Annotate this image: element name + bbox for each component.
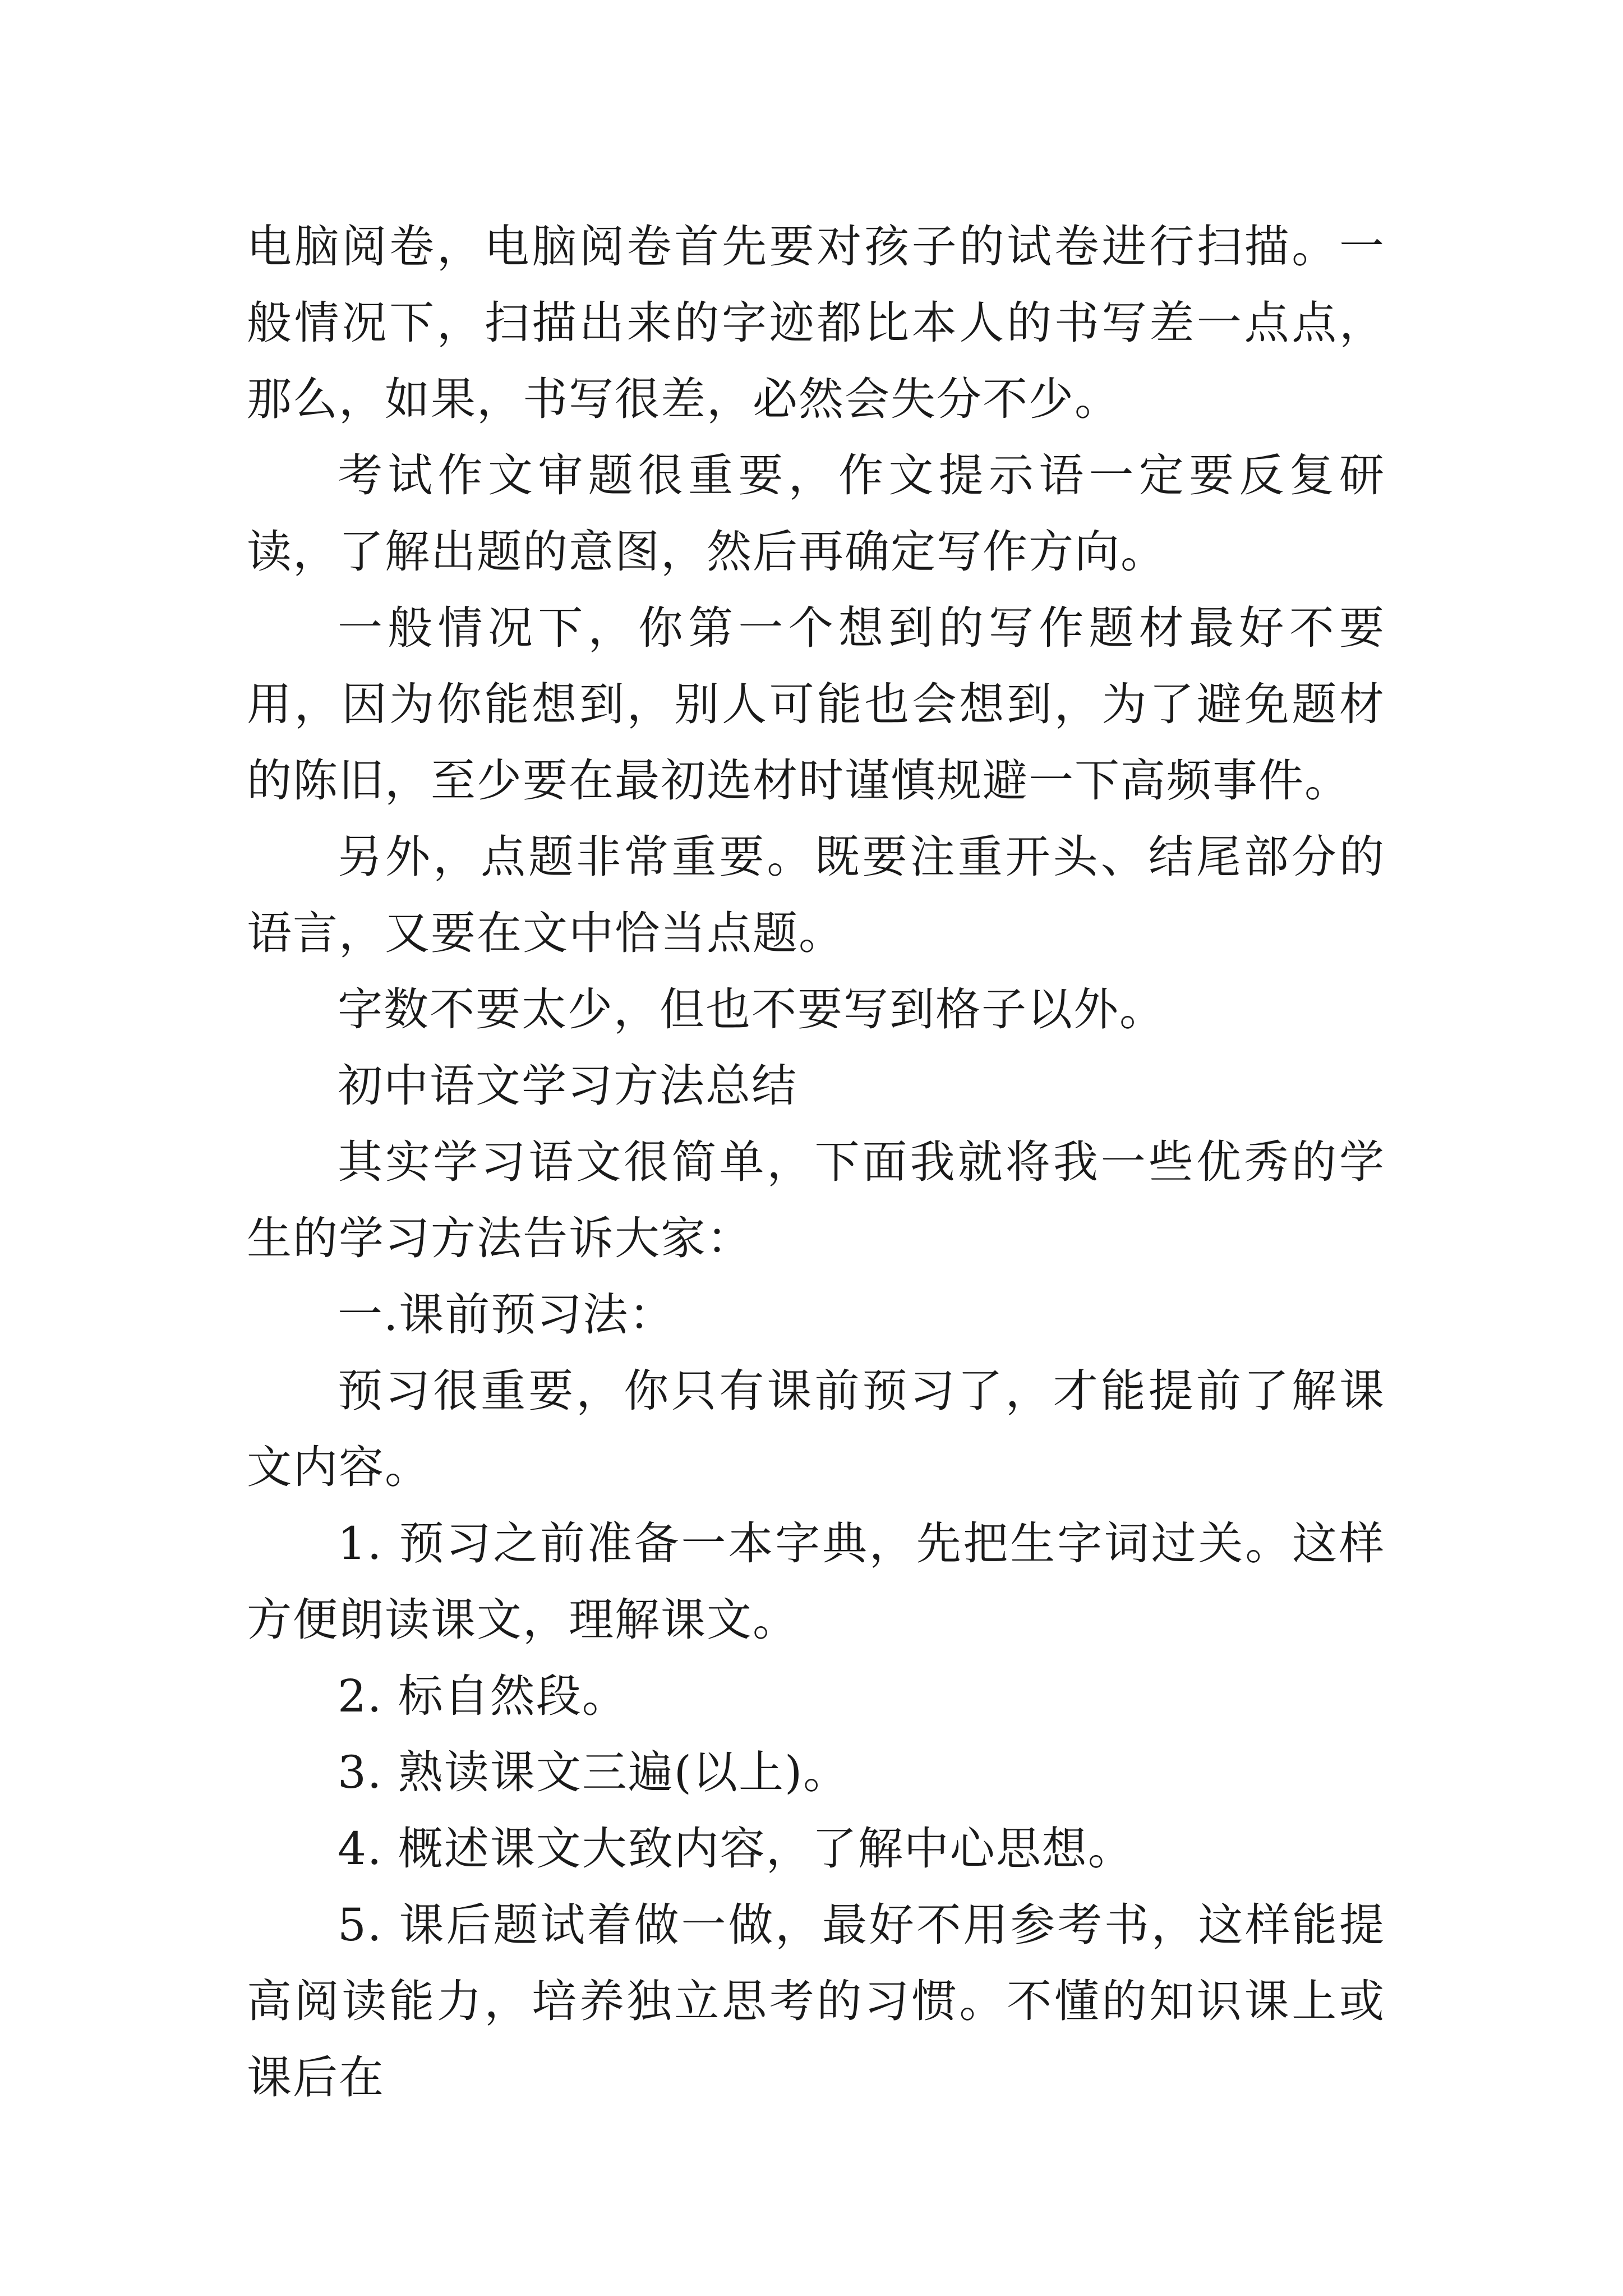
paragraph: 电脑阅卷，电脑阅卷首先要对孩子的试卷进行扫描。一般情况下，扫描出来的字迹都比本人的书写差一点点，那么，如果，书写很差，必然会失分不少。 [247,220,1385,425]
section-heading: 初中语文学习方法总结 [338,1060,797,1112]
paragraph: 考试作文审题很重要，作文提示语一定要反复研读，了解出题的意图，然后再确定写作方向。 [247,449,1385,578]
list-item: 2. 标自然段。 [338,1670,628,1722]
list-item: 3. 熟读课文三遍(以上)。 [338,1746,850,1798]
paragraph: 字数不要太少，但也不要写到格子以外。 [338,983,1165,1036]
paragraph: 另外，点题非常重要。既要注重开头、结尾部分的语言，又要在文中恰当点题。 [247,831,1385,959]
list-item: 4. 概述课文大致内容，了解中心思想。 [338,1823,1134,1875]
paragraph: 预习很重要，你只有课前预习了，才能提前了解课文内容。 [247,1365,1385,1493]
list-item: 1. 预习之前准备一本字典，先把生字词过关。这样方便朗读课文，理解课文。 [247,1517,1385,1646]
list-item: 5. 课后题试着做一做，最好不用参考书，这样能提高阅读能力，培养独立思考的习惯。不懂的知识课上或课后在 [247,1899,1385,2104]
paragraph: 其实学习语文很简单，下面我就将我一些优秀的学生的学习方法告诉大家： [247,1136,1385,1264]
subsection-heading: 一.课前预习法： [338,1289,675,1341]
document-body [247,209,1385,2116]
paragraph: 一般情况下，你第一个想到的写作题材最好不要用，因为你能想到，别人可能也会想到，为了避免题材的陈旧，至少要在最初选材时谨慎规避一下高频事件。 [247,602,1385,807]
